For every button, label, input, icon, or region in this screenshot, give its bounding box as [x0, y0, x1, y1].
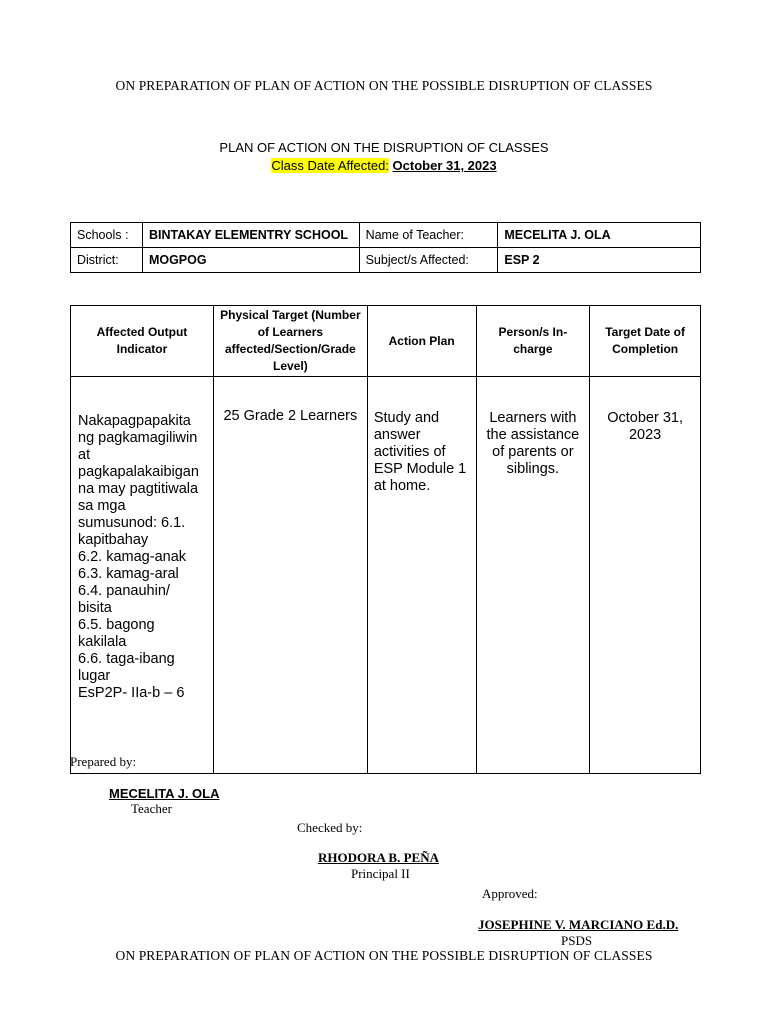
action-plan-cell: Study and answer activities of ESP Module 1 at home. [367, 377, 476, 774]
indicator-line: EsP2P- IIa-b – 6 [78, 685, 185, 701]
class-date-line [0, 158, 768, 173]
indicator-line: kapitbahay [78, 532, 149, 548]
person-incharge-cell: Learners with the assistance of parents or siblings. [476, 377, 590, 774]
schools-value: BINTAKAY ELEMENTRY SCHOOL [142, 223, 359, 248]
teacher-value: MECELITA J. OLA [498, 223, 701, 248]
indicator-line: 6.6. taga-ibang [78, 651, 175, 667]
indicator-line: 6.2. kamag-anak [78, 549, 187, 565]
prepared-by-label: Prepared by: [70, 754, 137, 769]
indicator-line: 6.4. panauhin/ [78, 583, 170, 599]
checked-by-label: Checked by: [297, 820, 363, 835]
indicator-line: bisita [78, 600, 112, 616]
prepared-by-title: Teacher [131, 801, 172, 816]
info-table [70, 222, 701, 273]
indicator-line: sa mga [78, 498, 126, 514]
indicator-line: ng pagkamagiliwin [78, 430, 198, 446]
approved-by-title: PSDS [561, 933, 593, 948]
indicator-line: lugar [78, 668, 111, 684]
header-target-date: Target Date of Completion [590, 306, 701, 377]
header-indicator: Affected Output Indicator [71, 306, 214, 377]
indicator-line: at [78, 447, 91, 463]
header-physical-target: Physical Target (Number of Learners affected/Section/Grade Level) [213, 306, 367, 377]
plan-table [70, 305, 701, 774]
indicator-cell [71, 377, 214, 774]
plan-title: PLAN OF ACTION ON THE DISRUPTION OF CLASSES [219, 140, 549, 155]
target-date-cell: October 31, 2023 [590, 377, 701, 774]
prepared-by-name: MECELITA J. OLA [109, 786, 220, 801]
schools-label: Schools : [71, 223, 143, 248]
district-value: MOGPOG [142, 248, 359, 273]
header-person-incharge: Person/s In-charge [476, 306, 590, 377]
indicator-line: kakilala [78, 634, 127, 650]
header-action-plan: Action Plan [367, 306, 476, 377]
indicator-line: na may pagtitiwala [78, 481, 199, 497]
plan-table-header [71, 306, 701, 377]
approved-by-name: JOSEPHINE V. MARCIANO Ed.D. [478, 917, 679, 932]
document-title: ON PREPARATION OF PLAN OF ACTION ON THE POSSIBLE DISRUPTION OF CLASSES [115, 78, 653, 93]
indicator-line: 6.5. bagong [78, 617, 155, 633]
class-date-label: Class Date Affected: [271, 158, 389, 173]
indicator-line: pagkapalakaibigan [78, 464, 199, 480]
teacher-label: Name of Teacher: [359, 223, 498, 248]
info-row-district [71, 248, 701, 273]
checked-by-name: RHODORA B. PEÑA [318, 850, 439, 865]
subject-label: Subject/s Affected: [359, 248, 498, 273]
class-date-value: October 31, 2023 [392, 158, 497, 173]
approved-label: Approved: [482, 886, 538, 901]
indicator-line: 6.3. kamag-aral [78, 566, 179, 582]
info-row-school [71, 223, 701, 248]
table-row [71, 377, 701, 774]
indicator-line: Nakapagpapakita [78, 413, 191, 429]
indicator-line: sumusunod: 6.1. [78, 515, 186, 531]
district-label: District: [71, 248, 143, 273]
subject-value: ESP 2 [498, 248, 701, 273]
footer-title: ON PREPARATION OF PLAN OF ACTION ON THE POSSIBLE DISRUPTION OF CLASSES [115, 948, 653, 963]
physical-target-cell: 25 Grade 2 Learners [213, 377, 367, 774]
checked-by-title: Principal II [351, 866, 410, 881]
